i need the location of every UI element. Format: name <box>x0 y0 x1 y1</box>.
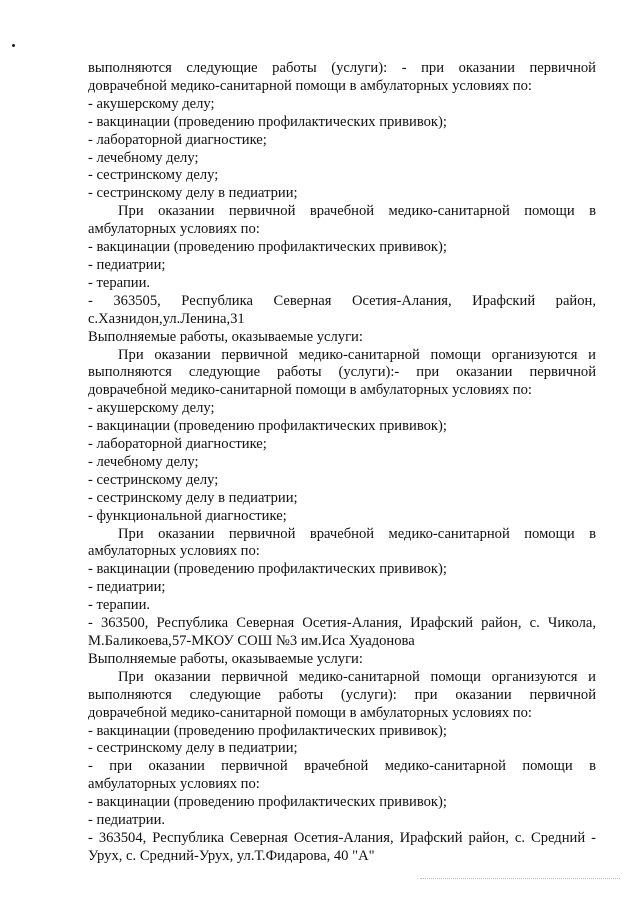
text-line: - сестринскому делу; <box>88 471 219 488</box>
text-line: - лабораторной диагностике; <box>88 436 267 453</box>
text-line: доврачебной медико-санитарной помощи в амбулаторных условиях по: <box>88 704 532 721</box>
text-line: - педиатрии; <box>88 256 166 273</box>
text-line: Выполняемые работы, оказываемые услуги: <box>88 650 363 667</box>
text-line: выполняются следующие работы (услуги): при оказании первичной <box>88 686 596 703</box>
text-line: - 363505, Республика Северная Осетия-Алания, Ирафский район, <box>88 292 596 309</box>
text-line: - лечебному делу; <box>88 453 199 470</box>
text-line: При оказании первичной медико-санитарной помощи организуются и <box>118 668 596 685</box>
text-line: - вакцинации (проведению профилактических прививок); <box>88 722 447 739</box>
text-line: - вакцинации (проведению профилактических прививок); <box>88 113 447 130</box>
text-line: - лабораторной диагностике; <box>88 131 267 148</box>
text-line: амбулаторных условиях по: <box>88 543 260 560</box>
text-line: - сестринскому делу в педиатрии; <box>88 740 298 757</box>
text-line: - акушерскому делу; <box>88 400 215 417</box>
text-line: При оказании первичной врачебной медико-санитарной помощи в <box>118 525 596 542</box>
text-line: амбулаторных условиях по: <box>88 776 260 793</box>
text-line: выполняются следующие работы (услуги):- при оказании первичной <box>88 364 596 381</box>
text-line: - сестринскому делу в педиатрии; <box>88 185 298 202</box>
text-line: - акушерскому делу; <box>88 95 215 112</box>
text-line: доврачебной медико-санитарной помощи в амбулаторных условиях по: <box>88 77 532 94</box>
text-line: Выполняемые работы, оказываемые услуги: <box>88 328 363 345</box>
scan-dot <box>12 44 15 47</box>
text-line: - вакцинации (проведению профилактических прививок); <box>88 794 447 811</box>
text-line: - педиатрии; <box>88 579 166 596</box>
text-line: - сестринскому делу; <box>88 167 219 184</box>
text-line: - лечебному делу; <box>88 149 199 166</box>
document-body <box>88 60 596 866</box>
text-line: - вакцинации (проведению профилактических прививок); <box>88 239 447 256</box>
text-line: - 363504, Республика Северная Осетия-Алания, Ирафский район, с. Средний - <box>88 829 596 846</box>
text-line: Урух, с. Средний-Урух, ул.Т.Фидарова, 40 "А" <box>88 847 375 864</box>
text-line: - терапии. <box>88 274 151 291</box>
text-line: - при оказании первичной врачебной медико-санитарной помощи в <box>88 758 596 775</box>
text-line: М.Баликоева,57-МКОУ СОШ №3 им.Иса Хуадонова <box>88 633 415 649</box>
text-line: При оказании первичной медико-санитарной помощи организуются и <box>118 346 596 363</box>
text-line: - педиатрии. <box>88 812 166 829</box>
text-line: доврачебной медико-санитарной помощи в амбулаторных условиях по: <box>88 382 532 399</box>
text-line: выполняются следующие работы (услуги): - при оказании первичной <box>88 60 596 76</box>
text-line: - вакцинации (проведению профилактических прививок); <box>88 561 447 578</box>
text-line: - сестринскому делу в педиатрии; <box>88 489 298 506</box>
footer-line <box>420 878 620 879</box>
text-line: - вакцинации (проведению профилактических прививок); <box>88 418 447 435</box>
text-line: - терапии. <box>88 597 151 614</box>
text-line: При оказании первичной врачебной медико-санитарной помощи в <box>118 203 596 220</box>
text-line: с.Хазнидон,ул.Ленина,31 <box>88 310 245 327</box>
text-line: амбулаторных условиях по: <box>88 221 260 238</box>
text-line: - 363500, Республика Северная Осетия-Алания, Ирафский район, с. Чикола, <box>88 615 596 632</box>
text-line: - функциональной диагностике; <box>88 507 287 524</box>
